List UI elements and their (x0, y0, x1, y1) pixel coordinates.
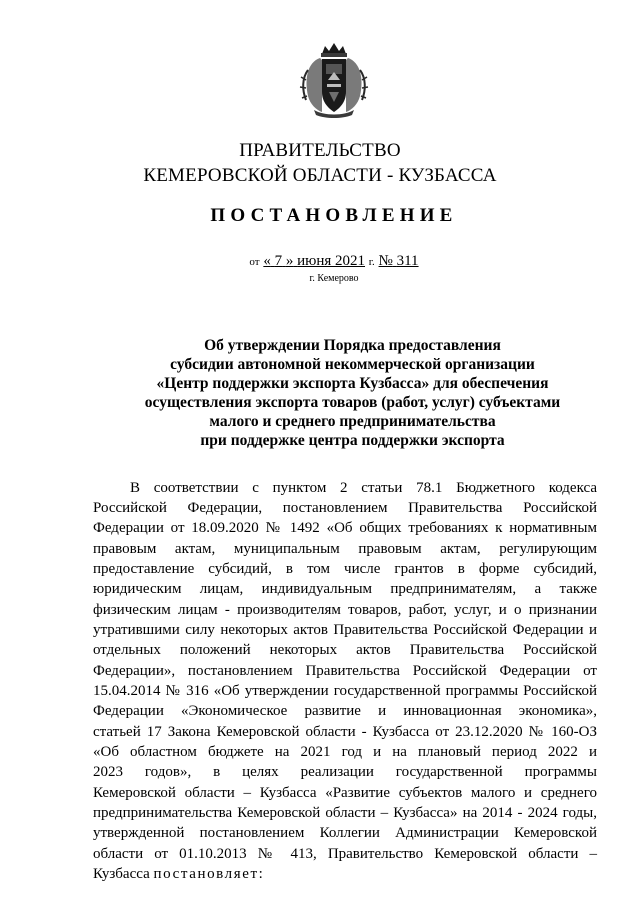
body-line: предоставление субсидий, в том числе грантов в форме субсидий, (93, 561, 597, 577)
body-line: 2023 годов», в целях реализации государственной программы (93, 764, 597, 780)
body-line: Федерации «Экономическое развитие и инновационная экономика», (93, 703, 597, 719)
document-type-heading: ПОСТАНОВЛЕНИЕ (210, 205, 458, 226)
date-year-suffix: г. (368, 256, 375, 268)
title-line: «Центр поддержки экспорта Кузбасса» для обеспечения (156, 375, 549, 392)
city-label: г. Кемерово (309, 273, 359, 284)
government-title-line-2: КЕМЕРОВСКОЙ ОБЛАСТИ - КУЗБАССА (143, 165, 497, 186)
body-line: физическим лицам - производителям товаров, работ, услуг, и о признании (93, 602, 597, 618)
body-line: 15.04.2014 № 316 «Об утверждении государственной программы Российской (93, 683, 597, 699)
body-line-final (93, 865, 597, 883)
body-line: В соответствии с пунктом 2 статьи 78.1 Бюджетного кодекса (130, 480, 597, 496)
title-line: Об утверждении Порядка предоставления (204, 337, 501, 354)
resolution-word: постановляет: (153, 866, 265, 882)
title-line: при поддержке центра поддержки экспорта (200, 432, 505, 449)
body-line: юридическим лицам, индивидуальным предпринимателям, а также (93, 581, 597, 597)
body-line: Кемеровской области – Кузбасса «Развитие субъектов малого и среднего (93, 785, 597, 801)
body-line: Российской Федерации, постановлением Правительства Российской (93, 500, 597, 516)
body-line: статьей 17 Закона Кемеровской области - Кузбасса от 23.12.2020 № 160-ОЗ (93, 724, 597, 740)
date-from-label: от (249, 256, 260, 268)
title-line: субсидии автономной некоммерческой организации (170, 356, 535, 373)
date-day: « 7 » июня 2021 (263, 253, 366, 269)
body-line: предпринимательства Кемеровской области – Кузбасса» на 2014 - 2024 годы, (93, 805, 597, 821)
body-line: области от 01.10.2013 № 413, Правительство Кемеровской области – (93, 846, 597, 862)
body-line: правовым актам, муниципальным правовым актам, регулирующим (93, 541, 597, 557)
date-number-line (0, 253, 640, 270)
body-line: Федерации», постановлением Правительства Российской Федерации от (93, 663, 597, 679)
kuzbass-coat-of-arms-icon (294, 40, 374, 120)
body-line: отдельных положений некоторых актов Правительства Российской (93, 642, 597, 658)
body-line: «Об областном бюджете на 2021 год и на плановый период 2022 и (93, 744, 597, 760)
body-line: утратившими силу некоторых актов Правительства Российской Федерации и (93, 622, 597, 638)
title-line: малого и среднего предпринимательства (209, 413, 496, 430)
government-title-line-1: ПРАВИТЕЛЬСТВО (239, 140, 401, 161)
body-line: Федерации от 18.09.2020 № 1492 «Об общих требованиях к нормативным (93, 520, 597, 536)
title-line: осуществления экспорта товаров (работ, услуг) субъектами (144, 394, 561, 411)
body-final-prefix: Кузбасса (93, 866, 154, 882)
body-line: утвержденной постановлением Коллегии Администрации Кемеровской (93, 825, 597, 841)
document-number: № 311 (378, 253, 419, 269)
